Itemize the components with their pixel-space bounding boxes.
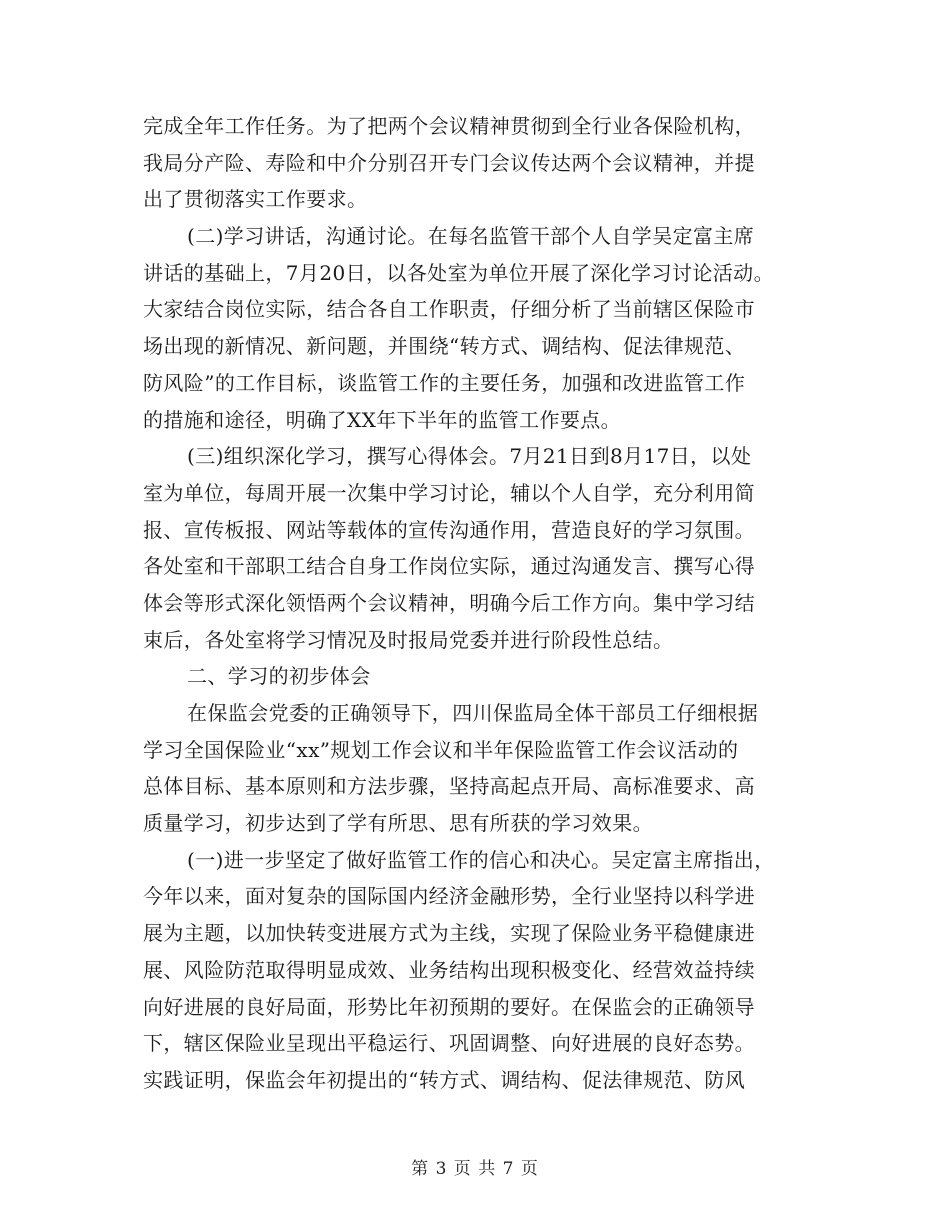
text-line: 大家结合岗位实际，结合各自工作职责，仔细分析了当前辖区保险市 [143, 297, 755, 322]
text-line: (三)组织深化学习，撰写心得体会。7月21日到8月17日，以处 [187, 444, 752, 469]
text-line: 学习全国保险业“xx”规划工作会议和半年保险监管工作会议活动的 [143, 737, 739, 762]
text-line: 各处室和干部职工结合自身工作岗位实际，通过沟通发言、撰写心得 [143, 554, 755, 579]
text-line: 防风险”的工作目标，谈监管工作的主要任务，加强和改进监管工作 [143, 370, 746, 395]
text-line: 我局分产险、寿险和中介分别召开专门会议传达两个会议精神，并提 [143, 150, 755, 175]
text-line: 的措施和途径，明确了XX年下半年的监管工作要点。 [143, 407, 622, 432]
text-line: 实践证明，保监会年初提出的“转方式、调结构、促法律规范、防风 [143, 1067, 746, 1092]
text-line: 报、宣传板报、网站等载体的宣传沟通作用，营造良好的学习氛围。 [143, 517, 755, 542]
text-line: 场出现的新情况、新问题，并围绕“转方式、调结构、促法律规范、 [143, 334, 746, 359]
text-line: 完成全年工作任务。为了把两个会议精神贯彻到全行业各保险机构， [143, 114, 755, 138]
page-footer: 第 3 页 共 7 页 [411, 1159, 539, 1179]
text-line: 出了贯彻落实工作要求。 [143, 187, 368, 212]
text-line: 展为主题，以加快转变进展方式为主线，实现了保险业务平稳健康进 [143, 921, 755, 946]
text-line: 在保监会党委的正确领导下，四川保监局全体干部员工仔细根据 [187, 701, 759, 725]
text-line: 今年以来，面对复杂的国际国内经济金融形势，全行业坚持以科学进 [143, 884, 755, 909]
text-line: 展、风险防范取得明显成效、业务结构出现积极变化、经营效益持续 [143, 957, 755, 982]
text-line: (一)进一步坚定了做好监管工作的信心和决心。吴定富主席指出， [187, 847, 775, 872]
text-line: 体会等形式深化领悟两个会议精神，明确今后工作方向。集中学习结 [143, 590, 755, 615]
text-line: 束后，各处室将学习情况及时报局党委并进行阶段性总结。 [143, 627, 674, 652]
text-line: 二、学习的初步体会 [187, 664, 371, 689]
text-line: 向好进展的良好局面，形势比年初预期的要好。在保监会的正确领导 [143, 994, 755, 1019]
text-line: 室为单位，每周开展一次集中学习讨论，辅以个人自学，充分利用简 [143, 480, 755, 505]
text-line: 下，辖区保险业呈现出平稳运行、巩固调整、向好进展的良好态势。 [143, 1031, 755, 1056]
text-line: 质量学习，初步达到了学有所思、思有所获的学习效果。 [143, 811, 653, 836]
text-line: 总体目标、基本原则和方法步骤，坚持高起点开局、高标准要求、高 [143, 774, 755, 799]
text-line: 讲话的基础上，7月20日，以各处室为单位开展了深化学习讨论活动。 [143, 260, 774, 285]
text-line: (二)学习讲话，沟通讨论。在每名监管干部个人自学吴定富主席 [187, 224, 755, 249]
document-body [143, 108, 808, 1099]
